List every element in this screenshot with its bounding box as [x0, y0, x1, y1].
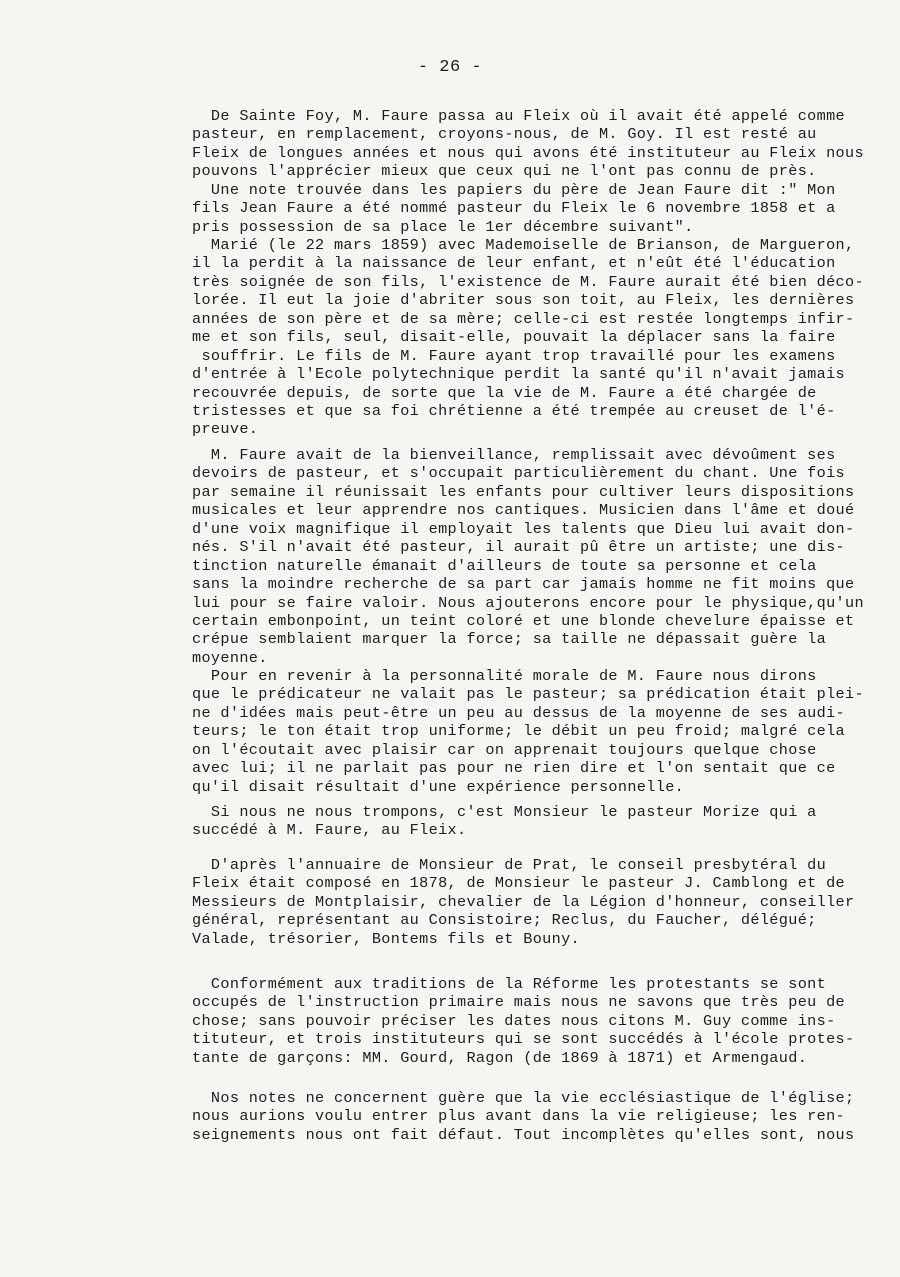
paragraph-3 [192, 236, 882, 439]
text-line: De Sainte Foy, M. Faure passa au Fleix où il avait été appelé comme [192, 107, 846, 125]
text-line: musicales et leur apprendre nos cantiques. Musicien dans l'âme et doué [192, 501, 855, 520]
text-line: M. Faure avait de la bienveillance, remplissait avec dévoûment ses [192, 446, 836, 464]
text-line: tituteur, et trois instituteurs qui se sont succédés à l'école protes- [192, 1030, 855, 1049]
text-line: crépue semblaient marquer la force; sa taille ne dépassait guère la [192, 630, 827, 649]
paragraph-1 [192, 107, 882, 181]
text-line: pasteur, en remplacement, croyons-nous, de M. Goy. Il est resté au [192, 125, 817, 144]
text-line: lorée. Il eut la joie d'abriter sous son toit, au Fleix, les dernières [192, 291, 855, 310]
text-line: tinction naturelle émanait d'ailleurs de toute sa personne et cela [192, 556, 817, 575]
paragraph-2 [192, 181, 882, 236]
text-line: sans la moindre recherche de sa part car jamais homme ne fit moins que [192, 575, 855, 594]
text-line: Fleix de longues années et nous qui avons été instituteur au Fleix nous [192, 143, 864, 162]
text-line: occupés de l'instruction primaire mais nous ne savons que très peu de [192, 993, 846, 1012]
text-line: Nos notes ne concernent guère que la vie ecclésiastique de l'église; [192, 1089, 855, 1107]
text-line: Une note trouvée dans les papiers du père de Jean Faure dit :" Mon [192, 181, 836, 199]
text-line: Valade, trésorier, Bontems fils et Bouny. [192, 929, 581, 948]
text-line: années de son père et de sa mère; celle-ci est restée longtemps infir- [192, 309, 855, 328]
text-line: certain embonpoint, un teint coloré et une blonde chevelure épaisse et [192, 611, 855, 630]
text-line: d'une voix magnifique il employait les talents que Dieu lui avait don- [192, 519, 855, 538]
text-line: ne d'idées mais peut-être un peu au dessus de la moyenne de ses audi- [192, 703, 846, 722]
text-line: tante de garçons: MM. Gourd, Ragon (de 1869 à 1871) et Armengaud. [192, 1048, 808, 1067]
text-line: il la perdit à la naissance de leur enfant, et n'eût été l'éducation [192, 254, 836, 273]
text-line: très soignée de son fils, l'existence de M. Faure aurait été bien déco- [192, 272, 864, 291]
text-line: nés. S'il n'avait été pasteur, il aurait pû être un artiste; une dis- [192, 538, 846, 557]
text-line: recouvrée depuis, de sorte que la vie de M. Faure a été chargée de [192, 383, 817, 402]
text-line: fils Jean Faure a été nommé pasteur du Fleix le 6 novembre 1858 et a [192, 199, 836, 218]
text-line: moyenne. [192, 648, 268, 667]
page-number: - 26 - [417, 58, 483, 77]
text-line: chose; sans pouvoir préciser les dates nous citons M. Guy comme ins- [192, 1011, 836, 1030]
text-line: seignements nous ont fait défaut. Tout incomplètes qu'elles sont, nous [192, 1125, 855, 1144]
text-line: succédé à M. Faure, au Fleix. [192, 821, 467, 840]
text-line: devoirs de pasteur, et s'occupait particulièrement du chant. Une fois [192, 464, 846, 483]
text-line: D'après l'annuaire de Monsieur de Prat, le conseil presbytéral du [192, 856, 827, 874]
text-line: Marié (le 22 mars 1859) avec Mademoiselle de Brianson, de Margueron, [192, 236, 855, 254]
text-line: Si nous ne nous trompons, c'est Monsieur le pasteur Morize qui a [192, 803, 817, 821]
text-line: Messieurs de Montplaisir, chevalier de la Légion d'honneur, conseiller [192, 892, 855, 911]
text-line: tristesses et que sa foi chrétienne a été trempée au creuset de l'é- [192, 401, 836, 420]
text-line: lui pour se faire valoir. Nous ajouterons encore pour le physique,qu'un [192, 593, 864, 612]
paragraph-5 [192, 667, 882, 796]
text-line: Conformément aux traditions de la Réforme les protestants se sont [192, 975, 827, 993]
text-line: que le prédicateur ne valait pas le pasteur; sa prédication était plei- [192, 685, 864, 704]
text-line: pouvons l'apprécier mieux que ceux qui ne l'ont pas connu de près. [192, 162, 817, 181]
text-line: teurs; le ton était trop uniforme; le débit un peu froid; malgré cela [192, 722, 846, 741]
text-line: Pour en revenir à la personnalité morale de M. Faure nous dirons [192, 667, 817, 685]
text-line: preuve. [192, 420, 259, 439]
text-line: Fleix était composé en 1878, de Monsieur le pasteur J. Camblong et de [192, 874, 846, 893]
text-line: souffrir. Le fils de M. Faure ayant trop travaillé pour les examens [192, 346, 836, 365]
paragraph-7 [192, 856, 882, 948]
paragraph-8 [192, 975, 882, 1067]
text-line: par semaine il réunissait les enfants pour cultiver leurs dispositions [192, 482, 855, 501]
text-line: d'entrée à l'Ecole polytechnique perdit la santé qu'il n'avait jamais [192, 365, 846, 384]
paragraph-9 [192, 1089, 882, 1144]
text-line: on l'écoutait avec plaisir car on apprenait toujours quelque chose [192, 740, 817, 759]
paragraph-6 [192, 803, 882, 840]
text-line: général, représentant au Consistoire; Reclus, du Faucher, délégué; [192, 911, 817, 930]
text-line: qu'il disait résultait d'une expérience personnelle. [192, 777, 685, 796]
text-line: pris possession de sa place le 1er décembre suivant". [192, 217, 694, 236]
text-line: me et son fils, seul, disait-elle, pouvait la déplacer sans la faire [192, 328, 836, 347]
paragraph-4 [192, 446, 882, 667]
text-line: avec lui; il ne parlait pas pour ne rien dire et l'on sentait que ce [192, 759, 836, 778]
text-line: nous aurions voulu entrer plus avant dans la vie religieuse; les ren- [192, 1107, 846, 1126]
